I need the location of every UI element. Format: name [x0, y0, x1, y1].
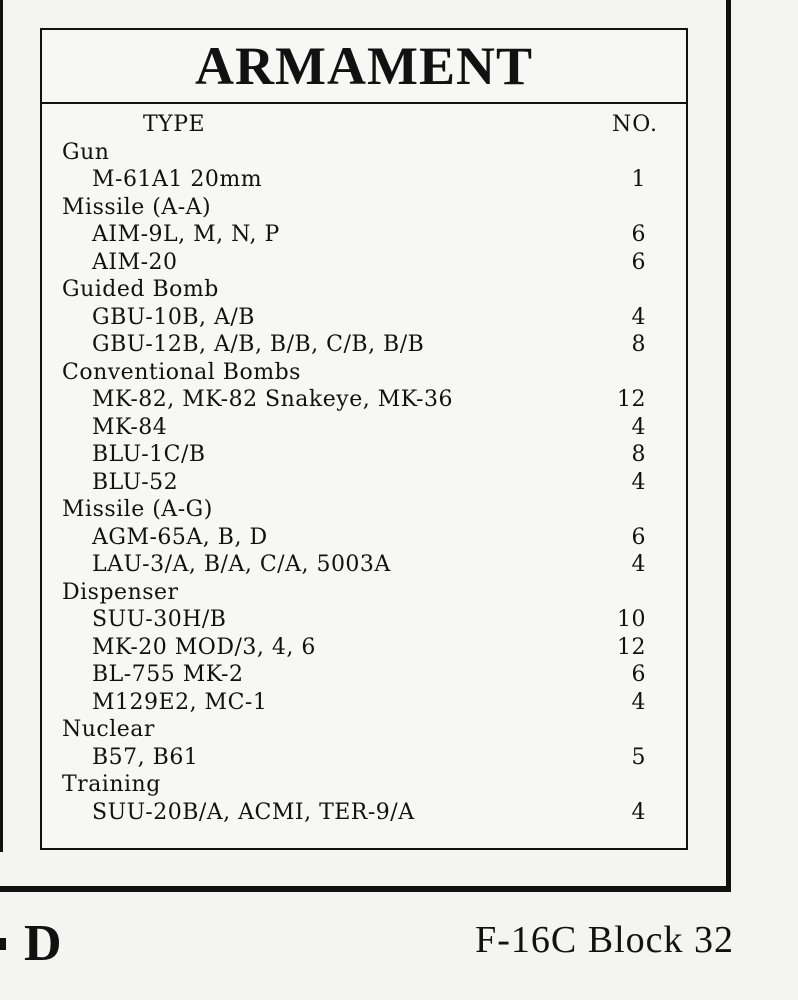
- category-name: Gun: [62, 139, 110, 165]
- table-row: [42, 304, 686, 332]
- weapon-type: MK-20 MOD/3, 4, 6: [92, 634, 316, 660]
- weapon-type: M129E2, MC-1: [92, 689, 268, 715]
- footer-model: F-16C Block 32: [475, 919, 734, 961]
- weapon-type: BL-755 MK-2: [92, 662, 244, 687]
- frame-right-border: [726, 0, 731, 892]
- weapon-count: 6: [631, 249, 646, 275]
- category-name: Missile (A-A): [62, 194, 212, 220]
- category-name: Dispenser: [62, 579, 179, 605]
- weapon-count: 4: [631, 304, 646, 330]
- frame-bottom-border: [0, 886, 731, 892]
- weapon-count: 8: [631, 332, 646, 357]
- no-column-header: NO.: [612, 112, 658, 137]
- weapon-type: M-61A1 20mm: [92, 167, 263, 192]
- weapon-type: AGM-65A, B, D: [92, 524, 268, 550]
- table-row: [42, 661, 686, 689]
- armament-title: ARMAMENT: [42, 30, 686, 104]
- footer-letter: D: [24, 915, 62, 972]
- weapon-type: BLU-52: [92, 469, 179, 495]
- column-header-row: [42, 111, 686, 139]
- weapon-count: 10: [617, 607, 646, 632]
- weapon-count: 4: [631, 799, 646, 825]
- table-row: [42, 221, 686, 249]
- weapon-type: AIM-9L, M, N, P: [92, 222, 280, 247]
- weapon-count: 12: [617, 634, 646, 660]
- category-name: Guided Bomb: [62, 277, 219, 302]
- table-row: [42, 331, 686, 359]
- table-row: [42, 689, 686, 717]
- weapon-type: AIM-20: [92, 249, 178, 275]
- table-row: [42, 166, 686, 194]
- table-row: [42, 606, 686, 634]
- category-name: Nuclear: [62, 717, 155, 742]
- weapon-count: 4: [631, 552, 646, 577]
- table-row: [42, 799, 686, 827]
- weapon-count: 6: [631, 524, 646, 550]
- category-row: [42, 139, 686, 167]
- footer-mark: [0, 938, 6, 950]
- weapon-type: MK-82, MK-82 Snakeye, MK-36: [92, 387, 453, 412]
- left-panel-border: [0, 0, 3, 852]
- weapon-count: 1: [631, 167, 646, 192]
- category-row: [42, 716, 686, 744]
- table-row: [42, 524, 686, 552]
- weapon-count: 4: [631, 689, 646, 715]
- category-row: [42, 276, 686, 304]
- armament-list: [42, 104, 686, 826]
- category-row: [42, 771, 686, 799]
- table-row: [42, 634, 686, 662]
- weapon-type: MK-84: [92, 414, 168, 440]
- category-row: [42, 194, 686, 222]
- category-name: Conventional Bombs: [62, 359, 301, 385]
- table-row: [42, 386, 686, 414]
- category-name: Training: [62, 772, 161, 797]
- table-row: [42, 551, 686, 579]
- weapon-count: 6: [631, 662, 646, 687]
- table-row: [42, 249, 686, 277]
- category-row: [42, 496, 686, 524]
- armament-table: [40, 28, 688, 850]
- table-row: [42, 441, 686, 469]
- weapon-count: 4: [631, 414, 646, 440]
- weapon-type: GBU-12B, A/B, B/B, C/B, B/B: [92, 332, 425, 357]
- weapon-count: 4: [631, 469, 646, 495]
- weapon-count: 6: [631, 222, 646, 247]
- category-row: [42, 359, 686, 387]
- table-row: [42, 469, 686, 497]
- type-column-header: TYPE: [143, 112, 206, 137]
- weapon-type: B57, B61: [92, 744, 199, 770]
- table-row: [42, 744, 686, 772]
- weapon-count: 12: [617, 387, 646, 412]
- weapon-count: 8: [631, 442, 646, 467]
- weapon-type: SUU-30H/B: [92, 607, 227, 632]
- weapon-type: GBU-10B, A/B: [92, 304, 255, 330]
- category-name: Missile (A-G): [62, 497, 213, 522]
- weapon-type: BLU-1C/B: [92, 442, 206, 467]
- weapon-type: LAU-3/A, B/A, C/A, 5003A: [92, 552, 391, 577]
- weapon-count: 5: [631, 744, 646, 770]
- category-row: [42, 579, 686, 607]
- weapon-type: SUU-20B/A, ACMI, TER-9/A: [92, 799, 415, 825]
- table-row: [42, 414, 686, 442]
